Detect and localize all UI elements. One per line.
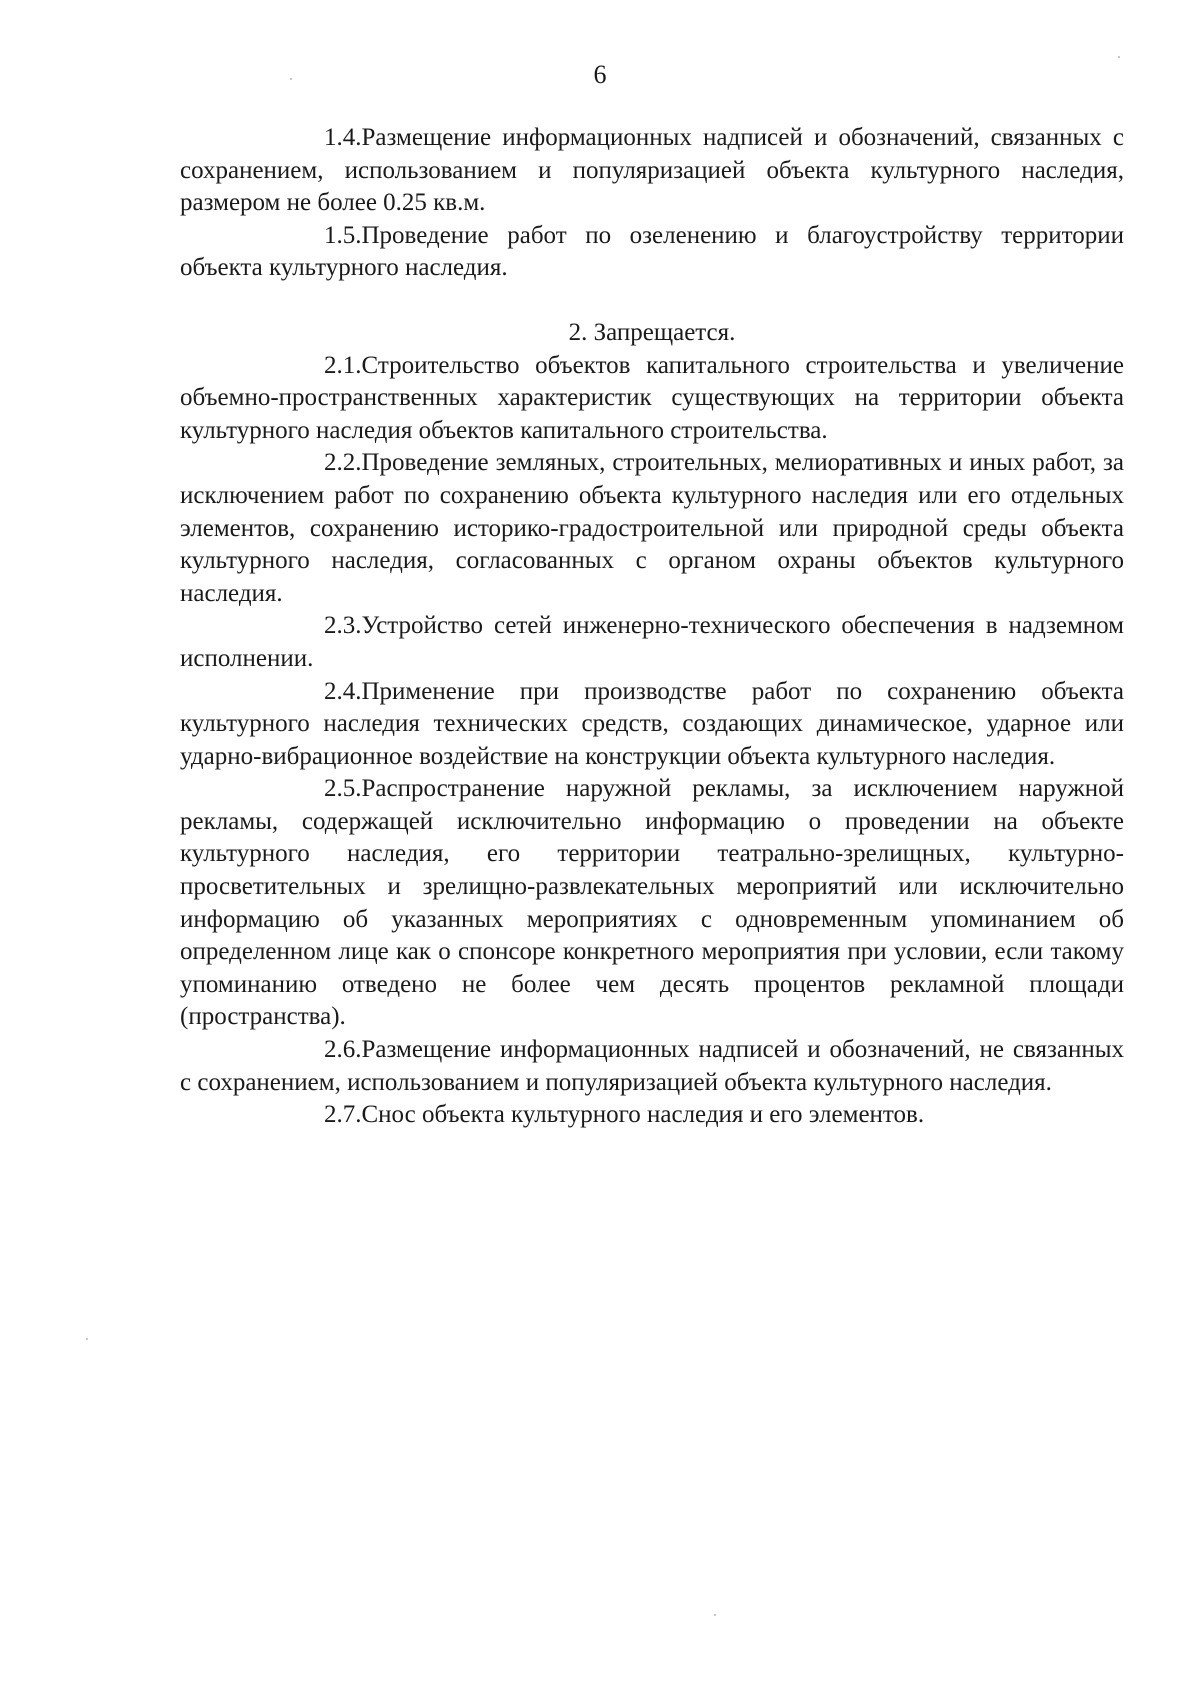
item-2-6 [180, 1034, 1124, 1099]
scan-speck [714, 1614, 716, 1616]
document-body [180, 122, 1124, 1132]
scan-speck [290, 78, 292, 80]
page-number: 6 [593, 60, 607, 89]
item-number: 2.1. [324, 351, 362, 379]
item-number: 2.2. [324, 449, 362, 477]
item-number: 1.5. [324, 221, 362, 249]
item-number: 2.3. [324, 612, 362, 640]
item-2-2 [180, 447, 1124, 610]
item-number: 2.5. [324, 775, 362, 803]
item-text: Проведение работ по озеленению и благоустройству территории объекта культурного наследия. [180, 221, 1124, 282]
item-text: Размещение информационных надписей и обозначений, не связанных с сохранением, использованием и популяризацией объекта культурного наследия. [180, 1036, 1124, 1096]
item-text: Распространение наружной рекламы, за исключением наружной рекламы, содержащей исключительно информацию о проведении на объекте культурного наследия, его территории театрально-зрелищных, культурно-просветительных и зрелищно-развлекательных мероприятий или исключительно информацию об указанных мероприятиях с одновременным упоминанием об определенном лице как о спонсоре конкретного мероприятия при условии, если такому упоминанию отведено не более чем десять процентов рекламной площади (пространства). [180, 775, 1124, 1031]
item-number: 2.6. [324, 1036, 362, 1064]
item-text: Размещение информационных надписей и обозначений, связанных с сохранением, использованием и популяризацией объекта культурного наследия, размером не более 0.25 кв.м. [180, 124, 1124, 217]
item-number: 1.4. [324, 124, 362, 151]
item-text: Применение при производстве работ по сохранению объекта культурного наследия технических средств, создающих динамическое, ударное или ударно-вибрационное воздействие на конструкции объекта культурного наследия. [180, 677, 1124, 770]
item-2-4 [180, 676, 1124, 774]
item-text: Снос объекта культурного наследия и его элементов. [361, 1101, 925, 1129]
section-heading: 2. Запрещается. [568, 318, 736, 346]
item-2-7 [180, 1099, 1124, 1132]
item-text: Устройство сетей инженерно-технического обеспечения в надземном исполнении. [180, 612, 1124, 672]
item-1-5 [180, 220, 1124, 285]
scan-speck [1118, 56, 1120, 58]
scan-speck [86, 1338, 88, 1340]
item-text: Проведение земляных, строительных, мелиоративных и иных работ, за исключением работ по сохранению объекта культурного наследия или его отдельных элементов, сохранению историко-градостроительной или природной среды объекта культурного наследия, согласованных с органом охраны объектов культурного наследия. [180, 449, 1124, 607]
item-number: 2.7. [324, 1101, 362, 1129]
item-text: Строительство объектов капитального строительства и увеличение объемно-пространственных характеристик существующих на территории объекта культурного наследия объектов капитального строительства. [180, 351, 1124, 444]
item-number: 2.4. [324, 677, 362, 705]
item-2-3 [180, 610, 1124, 675]
item-2-1 [180, 350, 1124, 448]
item-2-5 [180, 773, 1124, 1034]
item-1-4 [180, 122, 1124, 220]
